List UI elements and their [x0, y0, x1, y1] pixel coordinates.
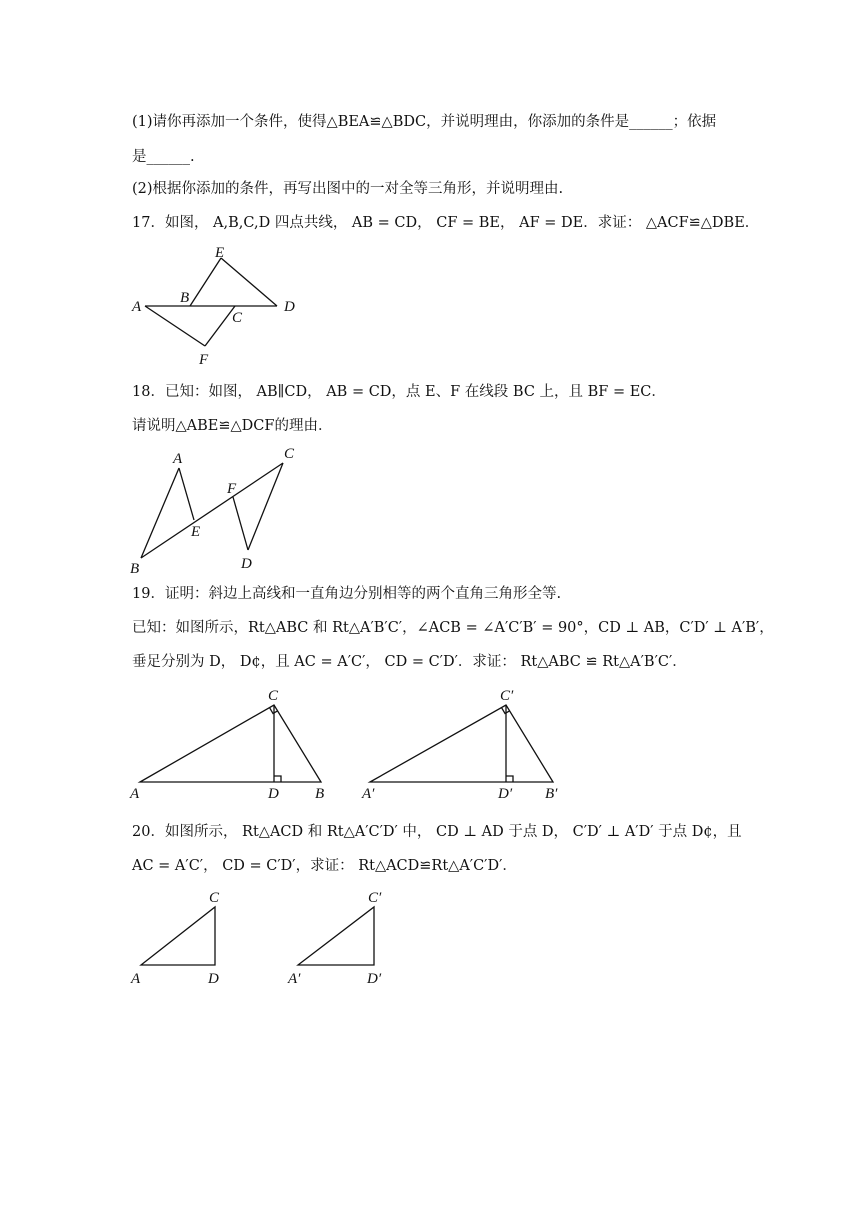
q19-left-triangle [140, 705, 321, 782]
q20-left-label-A: A [131, 971, 141, 987]
q19-right-right-angle-D [506, 776, 513, 782]
q17-label-F: F [199, 352, 209, 368]
q18-label-F: F [227, 481, 237, 497]
q20-figure-right [280, 885, 410, 995]
q19-right-label-C: C′ [500, 688, 514, 704]
q17-line-FC [205, 306, 235, 346]
q19-left-label-A: A [130, 786, 140, 802]
q18-figure [125, 440, 315, 575]
q19-left-right-angle-D [274, 776, 281, 782]
q18-line1: 18．已知：如图， AB∥CD， AB = CD，点 E、F 在线段 BC 上，且 BF = EC． [132, 384, 666, 400]
q17-label-D: D [284, 299, 295, 315]
q16-part1-line2: 是______. [132, 149, 195, 165]
q19-line3: 垂足分别为 D， D¢，且 AC = A′C′， CD = C′D′．求证： Rt△ABC ≌ Rt△A′B′C′． [132, 654, 687, 670]
q17-label-C: C [232, 310, 243, 326]
q18-line-DC [248, 463, 283, 550]
q19-left-label-C: C [268, 688, 279, 704]
q19-left-label-D: D [268, 786, 279, 802]
q19-figure-right [355, 685, 570, 805]
q20-left-triangle [141, 907, 215, 965]
q18-label-C: C [284, 446, 295, 462]
q17-text: 17．如图， A,B,C,D 四点共线， AB = CD， CF = BE， AF = DE．求证： △ACF≌△DBE． [132, 215, 760, 231]
q19-right-triangle [370, 705, 553, 782]
q18-line-BC [141, 463, 283, 558]
q18-label-E: E [191, 524, 201, 540]
q19-left-label-B: B [315, 786, 325, 802]
q19-right-label-B: B′ [545, 786, 558, 802]
q16-part1-line1: (1)请你再添加一个条件，使得△BEA≌△BDC，并说明理由，你添加的条件是______；依据 [132, 114, 717, 130]
q20-line2: AC = A′C′， CD = C′D′，求证： Rt△ACD≌Rt△A′C′D′． [132, 858, 517, 874]
q20-right-label-C: C′ [368, 890, 382, 906]
q20-left-label-D: D [208, 971, 219, 987]
q17-figure [125, 240, 315, 370]
q18-label-D: D [241, 556, 252, 572]
q20-right-triangle [298, 907, 374, 965]
q18-line2: 请说明△ABE≌△DCF的理由． [132, 418, 333, 434]
q18-label-A: A [173, 451, 183, 467]
q19-line1: 19．证明：斜边上高线和一直角边分别相等的两个直角三角形全等. [132, 586, 562, 602]
q17-line-ED [221, 258, 277, 306]
q16-part2: (2)根据你添加的条件，再写出图中的一对全等三角形，并说明理由. [132, 181, 564, 197]
q18-line-AE [179, 468, 194, 520]
q20-figure-left [125, 885, 245, 995]
q20-right-label-A: A′ [288, 971, 301, 987]
q19-figure-left [125, 685, 340, 805]
q17-label-B: B [180, 290, 190, 306]
q19-line2: 已知：如图所示，Rt△ABC 和 Rt△A′B′C′，∠ACB = ∠A′C′B′ = 90°，CD ⊥ AB，C′D′ ⊥ A′B′， [132, 620, 774, 636]
q18-label-B: B [130, 561, 140, 577]
q19-right-label-A: A′ [362, 786, 375, 802]
q17-label-E: E [215, 245, 225, 261]
q17-line-AF [145, 306, 205, 346]
q20-left-label-C: C [209, 890, 220, 906]
q17-line-BE [190, 258, 221, 306]
q20-right-label-D: D′ [367, 971, 382, 987]
q19-right-label-D: D′ [498, 786, 513, 802]
q18-line-FD [233, 497, 248, 550]
q18-line-BA [141, 468, 179, 558]
q17-label-A: A [132, 299, 142, 315]
q20-line1: 20．如图所示， Rt△ACD 和 Rt△A′C′D′ 中， CD ⊥ AD 于点 D， C′D′ ⊥ A′D′ 于点 D¢，且 [132, 824, 742, 840]
